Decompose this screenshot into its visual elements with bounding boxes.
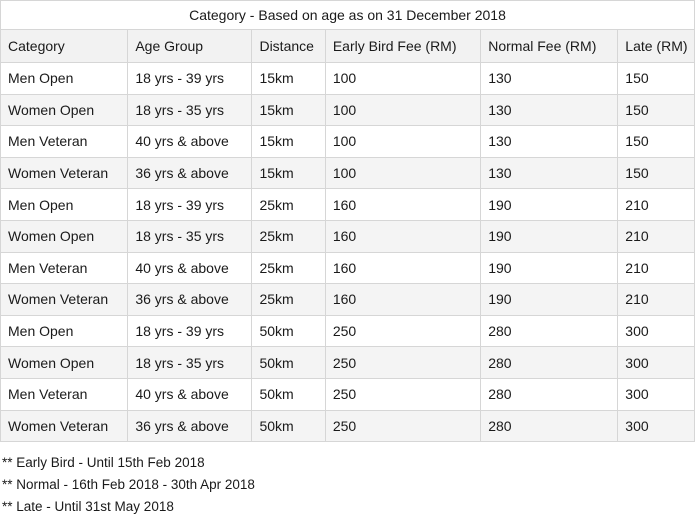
cell-distance: 50km bbox=[252, 347, 325, 379]
cell-age-group: 18 yrs - 39 yrs bbox=[128, 63, 252, 95]
cell-age-group: 40 yrs & above bbox=[128, 252, 252, 284]
cell-age-group: 18 yrs - 35 yrs bbox=[128, 347, 252, 379]
cell-late-fee: 210 bbox=[618, 189, 695, 221]
cell-distance: 15km bbox=[252, 63, 325, 95]
cell-age-group: 18 yrs - 35 yrs bbox=[128, 220, 252, 252]
table-caption: Category - Based on age as on 31 December 2018 bbox=[1, 1, 695, 30]
cell-category: Men Veteran bbox=[1, 378, 128, 410]
cell-normal-fee: 130 bbox=[481, 126, 618, 158]
cell-late-fee: 150 bbox=[618, 126, 695, 158]
header-early-bird-fee: Early Bird Fee (RM) bbox=[325, 30, 480, 63]
table-header-row bbox=[1, 30, 695, 63]
cell-late-fee: 210 bbox=[618, 284, 695, 316]
table-row bbox=[1, 220, 695, 252]
cell-category: Women Veteran bbox=[1, 410, 128, 442]
cell-age-group: 36 yrs & above bbox=[128, 157, 252, 189]
table-row bbox=[1, 315, 695, 347]
cell-age-group: 40 yrs & above bbox=[128, 126, 252, 158]
cell-distance: 25km bbox=[252, 220, 325, 252]
header-age-group: Age Group bbox=[128, 30, 252, 63]
header-category: Category bbox=[1, 30, 128, 63]
cell-category: Men Open bbox=[1, 63, 128, 95]
cell-normal-fee: 130 bbox=[481, 157, 618, 189]
cell-distance: 50km bbox=[252, 315, 325, 347]
cell-late-fee: 150 bbox=[618, 157, 695, 189]
cell-early-bird-fee: 250 bbox=[325, 315, 480, 347]
note-late: ** Late - Until 31st May 2018 bbox=[2, 499, 174, 514]
cell-category: Women Open bbox=[1, 220, 128, 252]
cell-late-fee: 300 bbox=[618, 378, 695, 410]
cell-late-fee: 210 bbox=[618, 220, 695, 252]
table-row bbox=[1, 126, 695, 158]
cell-distance: 15km bbox=[252, 126, 325, 158]
table-row bbox=[1, 189, 695, 221]
table-row bbox=[1, 94, 695, 126]
cell-normal-fee: 190 bbox=[481, 189, 618, 221]
table-row bbox=[1, 410, 695, 442]
cell-early-bird-fee: 100 bbox=[325, 157, 480, 189]
cell-normal-fee: 280 bbox=[481, 410, 618, 442]
cell-distance: 25km bbox=[252, 252, 325, 284]
cell-category: Women Open bbox=[1, 94, 128, 126]
cell-early-bird-fee: 250 bbox=[325, 410, 480, 442]
cell-late-fee: 150 bbox=[618, 94, 695, 126]
cell-normal-fee: 190 bbox=[481, 252, 618, 284]
cell-normal-fee: 280 bbox=[481, 315, 618, 347]
cell-early-bird-fee: 100 bbox=[325, 126, 480, 158]
cell-distance: 25km bbox=[252, 284, 325, 316]
cell-category: Women Veteran bbox=[1, 284, 128, 316]
cell-age-group: 36 yrs & above bbox=[128, 410, 252, 442]
cell-late-fee: 300 bbox=[618, 347, 695, 379]
cell-normal-fee: 130 bbox=[481, 94, 618, 126]
cell-distance: 50km bbox=[252, 410, 325, 442]
cell-early-bird-fee: 100 bbox=[325, 94, 480, 126]
cell-age-group: 18 yrs - 39 yrs bbox=[128, 315, 252, 347]
cell-normal-fee: 280 bbox=[481, 378, 618, 410]
cell-age-group: 36 yrs & above bbox=[128, 284, 252, 316]
cell-normal-fee: 190 bbox=[481, 284, 618, 316]
table-row bbox=[1, 63, 695, 95]
note-normal: ** Normal - 16th Feb 2018 - 30th Apr 2018 bbox=[2, 477, 255, 492]
table-body bbox=[1, 63, 695, 442]
table-row bbox=[1, 252, 695, 284]
cell-late-fee: 210 bbox=[618, 252, 695, 284]
cell-distance: 15km bbox=[252, 94, 325, 126]
cell-normal-fee: 190 bbox=[481, 220, 618, 252]
cell-early-bird-fee: 100 bbox=[325, 63, 480, 95]
table-row bbox=[1, 157, 695, 189]
cell-normal-fee: 130 bbox=[481, 63, 618, 95]
cell-age-group: 18 yrs - 35 yrs bbox=[128, 94, 252, 126]
cell-age-group: 40 yrs & above bbox=[128, 378, 252, 410]
cell-category: Women Veteran bbox=[1, 157, 128, 189]
cell-category: Men Open bbox=[1, 189, 128, 221]
cell-early-bird-fee: 250 bbox=[325, 378, 480, 410]
table-row bbox=[1, 284, 695, 316]
cell-age-group: 18 yrs - 39 yrs bbox=[128, 189, 252, 221]
cell-distance: 25km bbox=[252, 189, 325, 221]
header-late-fee: Late (RM) bbox=[618, 30, 695, 63]
cell-category: Men Open bbox=[1, 315, 128, 347]
table-row bbox=[1, 347, 695, 379]
cell-late-fee: 150 bbox=[618, 63, 695, 95]
cell-late-fee: 300 bbox=[618, 410, 695, 442]
cell-early-bird-fee: 160 bbox=[325, 189, 480, 221]
cell-distance: 50km bbox=[252, 378, 325, 410]
cell-category: Men Veteran bbox=[1, 252, 128, 284]
cell-early-bird-fee: 160 bbox=[325, 284, 480, 316]
cell-distance: 15km bbox=[252, 157, 325, 189]
cell-normal-fee: 280 bbox=[481, 347, 618, 379]
header-distance: Distance bbox=[252, 30, 325, 63]
cell-category: Women Open bbox=[1, 347, 128, 379]
header-normal-fee: Normal Fee (RM) bbox=[481, 30, 618, 63]
cell-category: Men Veteran bbox=[1, 126, 128, 158]
note-early-bird: ** Early Bird - Until 15th Feb 2018 bbox=[2, 455, 205, 470]
fee-notes bbox=[2, 452, 255, 518]
cell-early-bird-fee: 160 bbox=[325, 252, 480, 284]
table-row bbox=[1, 378, 695, 410]
cell-early-bird-fee: 250 bbox=[325, 347, 480, 379]
cell-early-bird-fee: 160 bbox=[325, 220, 480, 252]
cell-late-fee: 300 bbox=[618, 315, 695, 347]
